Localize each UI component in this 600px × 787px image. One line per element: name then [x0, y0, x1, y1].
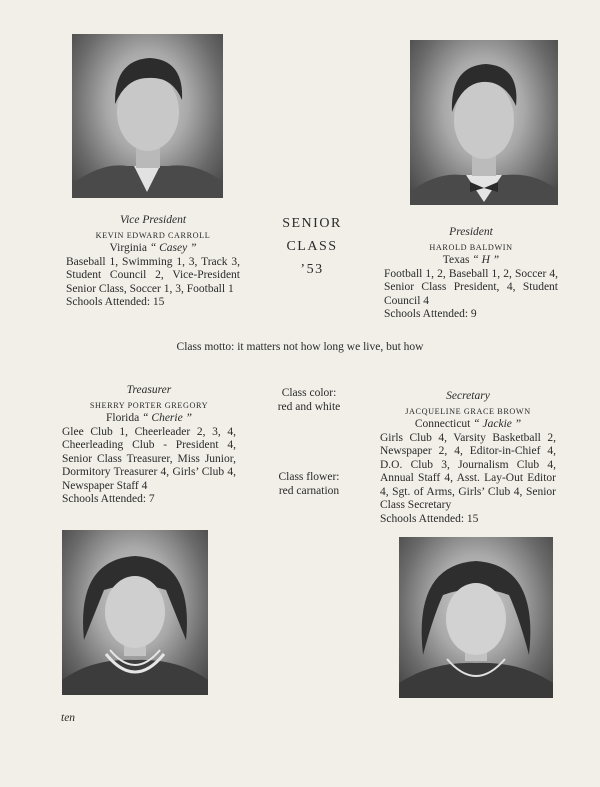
role-label: Vice President: [119, 214, 187, 226]
nickname: “ H ”: [472, 254, 500, 266]
student-name: KEVIN EDWARD CARROLL: [95, 230, 211, 240]
state: Florida: [106, 412, 140, 424]
title-line-senior: SENIOR: [282, 216, 342, 231]
class-flower: [262, 471, 356, 498]
activities: Glee Club 1, Cheerleader 2, 3, 4, Cheerleading Club - President 4, Senior Class Treasurer, Miss Junior, Dormitory Treasurer 4, Girls’ Club 4, Newspaper Staff 4: [62, 425, 236, 492]
role-label: Treasurer: [126, 384, 172, 396]
nickname: “ Cherie ”: [142, 412, 192, 424]
page-number: ten: [61, 712, 76, 724]
title-line-class: CLASS: [286, 239, 338, 254]
schools-attended: Schools Attended: 7: [62, 493, 155, 505]
senior-class-title: [262, 212, 362, 281]
schools-attended: Schools Attended: 9: [384, 308, 477, 320]
student-name: JACQUELINE GRACE BROWN: [405, 406, 531, 416]
class-year: ’53: [300, 262, 324, 277]
class-color-value: red and white: [277, 400, 341, 413]
class-flower-value: red carnation: [278, 484, 340, 497]
secretary-block: [380, 390, 556, 526]
activities: Girls Club 4, Varsity Basketball 2, Newspaper 2, 4, Editor-in-Chief 4, D.O. Club 3, Journalism Club 4, Annual Staff 4, Asst. Lay-Out Editor 4, Sgt. of Arms, Girls’ Club 4, Senior Class Secretary: [380, 431, 556, 511]
photo-treasurer: [62, 530, 208, 695]
president-block: [384, 226, 558, 322]
class-motto: Class motto: it matters not how long we live, but how: [176, 341, 424, 353]
photo-vice-president: [72, 34, 223, 198]
role-label: President: [449, 226, 493, 238]
nickname: “ Jackie ”: [473, 418, 522, 430]
class-color-label: Class color:: [281, 387, 337, 399]
state-nickname: [384, 254, 558, 268]
activities: Football 1, 2, Baseball 1, 2, Soccer 4, Senior Class President, 4, Student Council 4: [384, 267, 558, 307]
class-flower-label: Class flower:: [278, 471, 340, 483]
state: Virginia: [109, 242, 147, 254]
photo-secretary: [399, 537, 553, 698]
state: Connecticut: [414, 418, 471, 430]
class-color: [262, 387, 356, 414]
vice-president-block: [66, 214, 240, 310]
schools-attended: Schools Attended: 15: [380, 512, 479, 525]
student-name: SHERRY PORTER GREGORY: [89, 400, 209, 410]
student-name: HAROLD BALDWIN: [429, 242, 513, 252]
state-nickname: [62, 412, 236, 426]
schools-attended: Schools Attended: 15: [66, 296, 165, 308]
state-nickname: [380, 418, 556, 432]
state-nickname: [66, 242, 240, 256]
role-label: Secretary: [446, 390, 490, 402]
state: Texas: [442, 254, 470, 266]
treasurer-block: [62, 384, 236, 507]
activities: Baseball 1, Swimming 1, 3, Track 3, Student Council 2, Vice-President Senior Class, Soccer 1, 3, Football 1: [66, 255, 240, 295]
photo-president: [410, 40, 558, 205]
nickname: “ Casey ”: [149, 242, 197, 254]
